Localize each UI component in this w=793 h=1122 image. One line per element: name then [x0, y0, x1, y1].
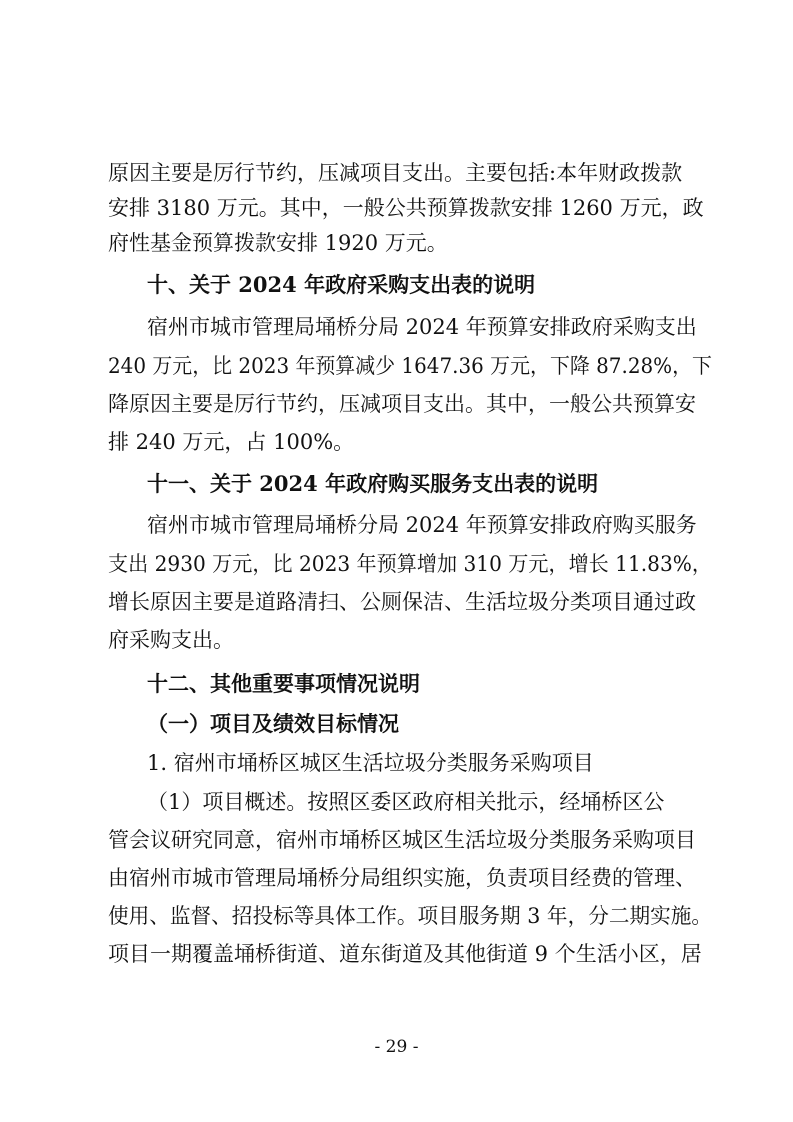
section-heading	[0, 269, 793, 301]
paragraph-line	[0, 388, 793, 420]
line-text: 由宿州市城市管理局埇桥分局组织实施，负责项目经费的管理、	[108, 866, 696, 890]
paragraph-line	[0, 786, 793, 818]
subsection-heading	[0, 708, 793, 740]
paragraph-line	[0, 192, 793, 224]
heading-text: 十、关于 2024 年政府采购支出表的说明	[147, 272, 536, 297]
line-text: （1）项目概述。按照区委区政府相关批示，经埇桥区公	[147, 790, 665, 814]
line-text: 增长原因主要是道路清扫、公厕保洁、生活垃圾分类项目通过政	[108, 590, 696, 614]
paragraph-line	[0, 586, 793, 618]
page-number: - 29 -	[374, 1037, 419, 1057]
line-text: 使用、监督、招投标等具体工作。项目服务期 3 年，分二期实施。	[108, 904, 713, 928]
paragraph-line	[0, 862, 793, 894]
line-text: 府性基金预算拨款安排 1920 万元。	[108, 231, 448, 255]
line-text: 府采购支出。	[108, 628, 234, 652]
paragraph-line	[0, 426, 793, 458]
line-text: 管会议研究同意，宿州市埇桥区城区生活垃圾分类服务采购项目	[108, 828, 696, 852]
paragraph-line	[0, 624, 793, 656]
line-text: 支出 2930 万元，比 2023 年预算增加 310 万元，增长 11.83%，	[108, 552, 712, 576]
line-text: 宿州市城市管理局埇桥分局 2024 年预算安排政府采购支出	[147, 315, 697, 339]
paragraph-line	[0, 350, 793, 382]
paragraph-line	[0, 509, 793, 541]
paragraph-line	[0, 824, 793, 856]
line-text: 项目一期覆盖埇桥街道、道东街道及其他街道 9 个生活小区，居	[108, 942, 702, 966]
heading-text: 十二、其他重要事项情况说明	[147, 671, 420, 696]
section-heading	[0, 468, 793, 500]
paragraph-line	[0, 311, 793, 343]
item-title-line	[0, 747, 793, 779]
paragraph-line	[0, 900, 793, 932]
heading-text: （一）项目及绩效目标情况	[147, 711, 399, 736]
paragraph-line	[0, 227, 793, 259]
line-text: 排 240 万元，占 100%。	[108, 430, 355, 454]
heading-text: 十一、关于 2024 年政府购买服务支出表的说明	[147, 471, 599, 496]
section-heading	[0, 668, 793, 700]
paragraph-line	[0, 938, 793, 970]
paragraph-line	[0, 157, 793, 189]
line-text: 宿州市城市管理局埇桥分局 2024 年预算安排政府购买服务	[147, 513, 697, 537]
line-text: 原因主要是厉行节约，压减项目支出。主要包括:本年财政拨款	[108, 161, 683, 185]
line-text: 安排 3180 万元。其中，一般公共预算拨款安排 1260 万元，政	[108, 196, 704, 220]
line-text: 240 万元，比 2023 年预算减少 1647.36 万元，下降 87.28%，下	[108, 354, 712, 378]
line-text: 降原因主要是厉行节约，压减项目支出。其中，一般公共预算安	[108, 392, 696, 416]
paragraph-line	[0, 548, 793, 580]
line-text: 1. 宿州市埇桥区城区生活垃圾分类服务采购项目	[147, 751, 594, 775]
